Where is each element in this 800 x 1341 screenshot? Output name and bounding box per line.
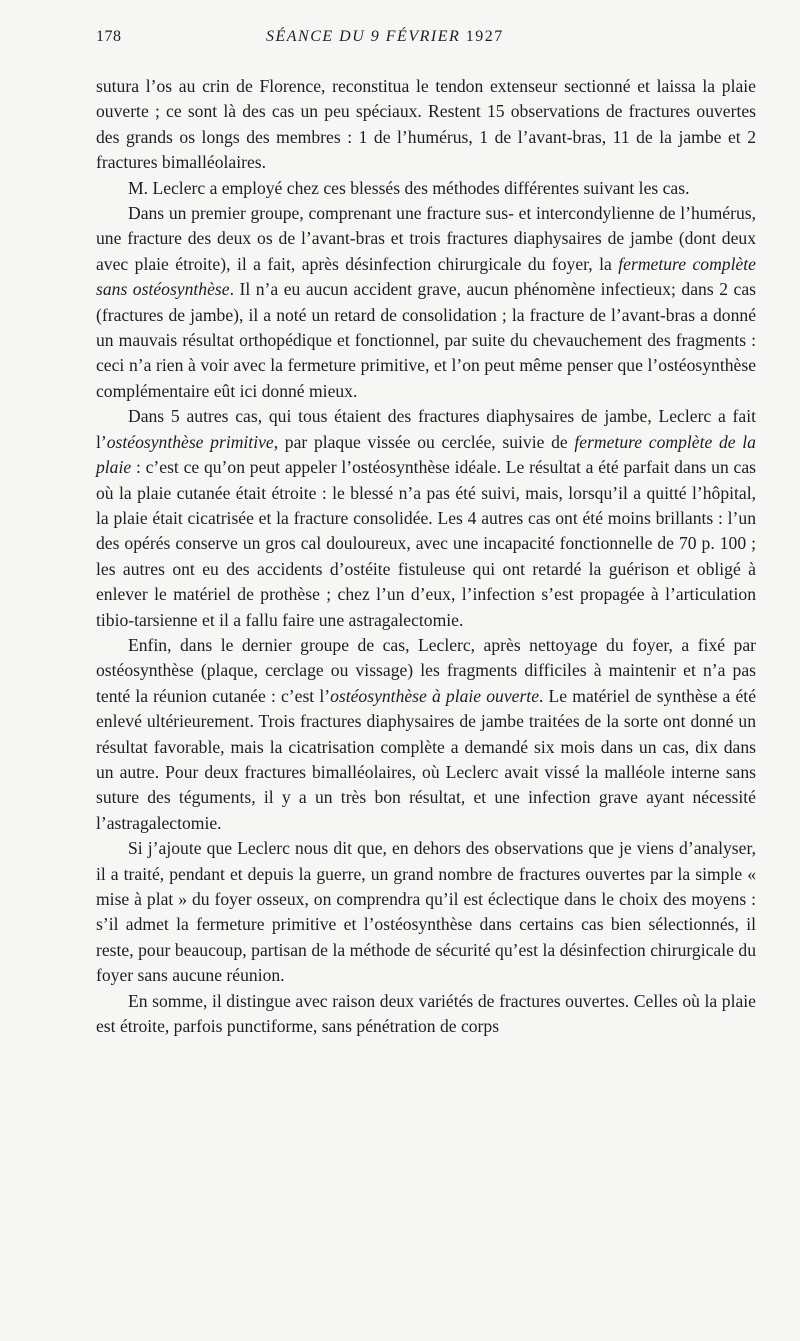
running-title-year: 1927 xyxy=(465,28,504,45)
running-title xyxy=(266,28,504,46)
paragraph xyxy=(96,836,756,988)
running-header xyxy=(96,28,756,58)
italic-phrase: fermeture complète sans ostéosynthèse xyxy=(96,253,756,300)
running-title-text: SÉANCE DU 9 FÉVRIER xyxy=(266,28,466,45)
text-run: Si j’ajoute que Leclerc nous dit que, en dehors des observations que je viens d’analyser, il a traité, pendant et depuis la guerre, un grand nombre de fractures ouvertes par la simple « mise à plat » du foyer osseux, on comprendra qu’il est éclectique dans le choix des moyens : s’il admet la fermeture primitive et l’ostéosynthèse dans certains cas bien sélectionnés, il reste, pour beaucoup, partisan de la méthode de sécurité qu’est la désinfection chirurgicale du foyer sans aucune réunion. xyxy=(96,838,756,986)
text-run: . Le matériel de synthèse a été enlevé ultérieurement. Trois fractures diaphysaires de jambe traitées de la sorte ont donné un résultat favorable, mais la cicatrisation complète a demandé six mois dans un cas, dix dans un autre. Pour deux fractures bimalléolaires, où Leclerc avait vissé la malléole interne sans suture des téguments, il y a un très bon résultat, et une infection grave ayant nécessité l’astragalectomie. xyxy=(96,685,757,833)
italic-phrase: ostéosynthèse primitive xyxy=(106,431,274,452)
text-run: En somme, il distingue avec raison deux variétés de fractures ouvertes. Celles où la plaie est étroite, parfois punctiforme, sans pénétration de corps xyxy=(96,990,756,1037)
text-run: M. Leclerc a employé chez ces blessés des méthodes différentes suivant les cas. xyxy=(128,177,690,198)
text-run: sutura l’os au crin de Florence, reconstitua le tendon extenseur sectionné et laissa la plaie ouverte ; ce sont là des cas un peu spéciaux. Restent 15 observations de fractures ouvertes des grands os longs des membres : 1 de l’humérus, 1 de l’avant-bras, 11 de la jambe et 2 fractures bimalléolaires. xyxy=(96,76,756,173)
paragraph xyxy=(96,74,756,176)
body-text xyxy=(96,74,756,1039)
text-run: , par plaque vissée ou cerclée, suivie de xyxy=(273,431,575,452)
text-run: : c’est ce qu’on peut appeler l’ostéosynthèse idéale. Le résultat a été parfait dans un cas où la plaie cutanée était étroite : le blessé n’a pas été suivi, mais, lorsqu’il a quitté l’hôpital, la plaie était cicatrisée et la fracture consolidée. Les 4 autres cas ont été moins brillants : l’un des opérés conserve un gros cal douloureux, avec une incapacité fonctionnelle de 70 p. 100 ; les autres ont eu des accidents d’ostéite fistuleuse qui ont retardé la guérison et obligé à enlever le matériel de prothèse ; chez l’un d’eux, l’infection s’est propagée à l’articulation tibio-tarsienne et il a fallu faire une astragalectomie. xyxy=(96,457,756,630)
text-run: . Il n’a eu aucun accident grave, aucun phénomène infectieux; dans 2 cas (fractures de jambe), il a noté un retard de consolidation ; la fracture de l’avant-bras a donné un mauvais résultat orthopédique et fonctionnel, par suite du chevauchement des fragments : ceci n’a rien à voir avec la fermeture primitive, et l’on peut même penser que l’ostéosynthèse complémentaire eût ici donné mieux. xyxy=(96,279,756,401)
italic-phrase: fermeture complète de la plaie xyxy=(96,431,756,478)
paragraph xyxy=(96,201,756,404)
text-run: Dans 5 autres cas, qui tous étaient des fractures diaphysaires de jambe, Leclerc a fait l’ xyxy=(96,406,756,452)
italic-phrase: ostéosynthèse à plaie ouverte xyxy=(330,685,540,706)
page-number: 178 xyxy=(96,28,122,45)
text-run: Dans un premier groupe, comprenant une fracture sus- et intercondylienne de l’humérus, une fracture des deux os de l’avant-bras et trois fractures diaphysaires de jambe (dont deux avec plaie étroite), il a fait, après désinfection chirurgicale du foyer, la xyxy=(96,203,756,274)
paragraph xyxy=(96,633,756,836)
paragraph xyxy=(96,404,756,633)
text-run: Enfin, dans le dernier groupe de cas, Leclerc, après nettoyage du foyer, a fixé par ostéosynthèse (plaque, cerclage ou vissage) les fragments difficiles à maintenir et n’a pas tenté la réunion cutanée : c’est l’ xyxy=(96,634,756,706)
paragraph xyxy=(96,176,756,201)
paragraph xyxy=(96,989,756,1040)
